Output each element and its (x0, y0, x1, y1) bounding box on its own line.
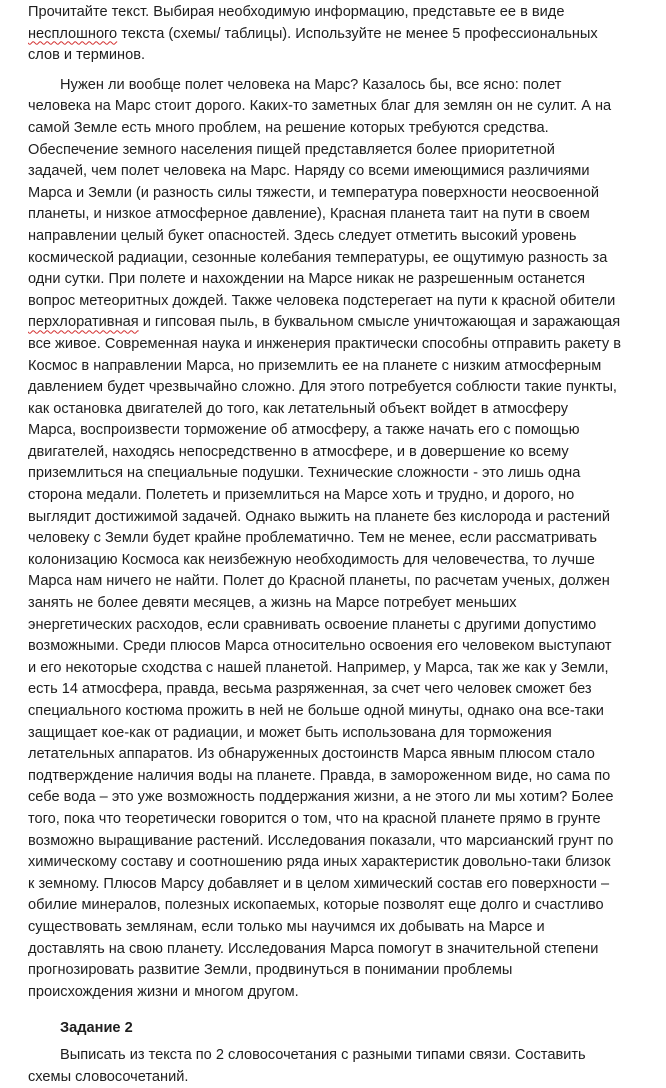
text-line: происхождения жизни и многом другом. (28, 982, 638, 1004)
text-line: давлением будет чрезвычайно сложно. Для этого потребуется соблюсти такие пункты, (28, 377, 638, 399)
text-line: себе вода – это уже возможность поддержания жизни, а не этого ли мы хотим? Более (28, 787, 638, 809)
text-line: одни сутки. При полете и нахождении на Марсе никак не разрешенным останется (28, 269, 638, 291)
text-line: прогнозировать развитие Земли, продвинуться в понимании проблемы (28, 960, 638, 982)
spellcheck-word: перхлоративная (28, 314, 139, 330)
text-line: Марса, воспроизвести торможение об атмосферу, а также начать его с помощью (28, 420, 638, 442)
text-line: направлении целый букет опасностей. Здесь следует отметить высокий уровень (28, 226, 638, 248)
text-line: обилие минералов, полезных ископаемых, которые позволят еще долго и счастливо (28, 895, 638, 917)
text-line: Нужен ли вообще полет человека на Марс? Казалось бы, все ясно: полет (28, 75, 638, 97)
text-line: Марса нам ничего не найти. Полет до Красной планеты, по расчетам ученых, должен (28, 571, 638, 593)
text-line: летательных аппаратов. Из обнаруженных достоинств Марса явным плюсом стало (28, 744, 638, 766)
text-line: человека на Марс стоит дорого. Каких-то заметных благ для землян он не сулит. А на (28, 96, 638, 118)
text-line: существовать землянам, если только мы научимся их добывать на Марсе и (28, 917, 638, 939)
text-line: доставлять на свою планету. Исследования Марса помогут в значительной степени (28, 939, 638, 961)
task-heading: Задание 2 (60, 1018, 638, 1040)
task-line: схемы словосочетаний. (28, 1067, 638, 1088)
task-line: Выписать из текста по 2 словосочетания с разными типами связи. Составить (28, 1045, 638, 1067)
text-line: приземлиться на специальные подушки. Технические сложности - это лишь одна (28, 463, 638, 485)
text-line: самой Земле есть много проблем, на решение которых требуются средства. (28, 118, 638, 140)
text-line: специального костюма прожить в ней не больше одной минуты, однако она все-таки (28, 701, 638, 723)
text-line: Космос в направлении Марса, но приземлить ее на планете с низким атмосферным (28, 356, 638, 378)
text-line: энергетических расходов, если сравнивать освоение планеты с другими допустимо (28, 615, 638, 637)
text-line: сторона медали. Полететь и приземлиться на Марсе хоть и трудно, и дорого, но (28, 485, 638, 507)
main-text-paragraph (28, 75, 638, 1004)
text-line-rest: и гипсовая пыль, в буквальном смысле уничтожающая и заражающая (139, 314, 621, 330)
text-line: возможными. Среди плюсов Марса относительно освоения его человеком выступают (28, 636, 638, 658)
text-line: планеты, и низкое атмосферное давление), Красная планета таит на пути в своем (28, 204, 638, 226)
text-line: космической радиации, сезонные колебания температуры, ее ощутимую разность за (28, 248, 638, 270)
text-line: и его некоторые сходства с нашей планетой. Например, у Марса, так же как у Земли, (28, 658, 638, 680)
instruction-line-rest: текста (схемы/ таблицы). Используйте не менее 5 профессиональных (117, 26, 598, 42)
instruction-paragraph (28, 2, 638, 67)
text-line: того, пока что теоретически говорится о том, что на красной планете прямо в грунте (28, 809, 638, 831)
text-line: двигателей, находясь непосредственно в атмосфере, и в довершение ко всему (28, 442, 638, 464)
text-line: возможно выращивание растений. Исследования показали, что марсианский грунт по (28, 831, 638, 853)
text-line: как остановка двигателей до того, как летательный объект войдет в атмосферу (28, 399, 638, 421)
instruction-line (28, 24, 638, 46)
text-line: Марса и Земли (и разность силы тяжести, и температура поверхности неосвоенной (28, 183, 638, 205)
instruction-line: Прочитайте текст. Выбирая необходимую информацию, представьте ее в виде (28, 2, 638, 24)
text-line: колонизацию Космоса как неизбежную необходимость для человечества, то лучше (28, 550, 638, 572)
text-line: задачей, чем полет человека на Марс. Наряду со всеми имеющимися различиями (28, 161, 638, 183)
text-line: подтверждение наличия воды на планете. Правда, в замороженном виде, но сама по (28, 766, 638, 788)
text-line: химическому составу и соотношению ряда иных характеристик довольно-таки близок (28, 852, 638, 874)
text-line: есть 14 атмосфера, правда, весьма разряженная, за счет чего человек сможет без (28, 679, 638, 701)
text-line: выглядит достижимой задачей. Однако выжить на планете без кислорода и растений (28, 507, 638, 529)
task-paragraph (28, 1045, 638, 1088)
text-line: Обеспечение земного населения пищей представляется более приоритетной (28, 140, 638, 162)
document-page (28, 2, 638, 1088)
instruction-line: слов и терминов. (28, 45, 638, 67)
text-line: человеку с Земли будет крайне проблематично. Тем не менее, если рассматривать (28, 528, 638, 550)
text-line: занять не более девяти месяцев, а жизнь на Марсе потребует меньших (28, 593, 638, 615)
text-line: все живое. Современная наука и инженерия практически способны отправить ракету в (28, 334, 638, 356)
text-line: вопрос метеоритных дождей. Также человека подстерегает на пути к красной обители (28, 291, 638, 313)
text-line: к земному. Плюсов Марсу добавляет и в целом химический состав его поверхности – (28, 874, 638, 896)
spellcheck-word: несплошного (28, 26, 117, 42)
text-line (28, 312, 638, 334)
text-line: защищает кое-как от радиации, и может быть использована для торможения (28, 723, 638, 745)
